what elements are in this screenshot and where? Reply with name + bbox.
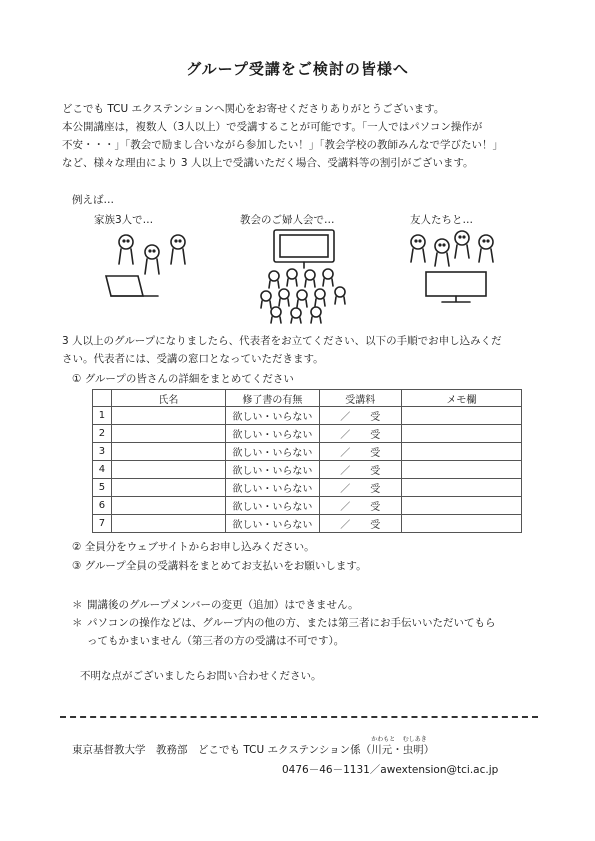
fee-unit: 受 xyxy=(370,430,381,441)
fee-slash: ／ xyxy=(340,502,351,513)
example-church-label: 教会のご婦人会で… xyxy=(240,214,335,226)
memo-cell[interactable] xyxy=(401,515,521,533)
fee-cell[interactable] xyxy=(319,497,401,515)
table-row xyxy=(93,443,522,461)
certificate-choice[interactable]: 欲しい・いらない xyxy=(226,443,320,461)
row-number: 1 xyxy=(93,407,112,425)
memo-cell[interactable] xyxy=(401,443,521,461)
person-icon xyxy=(119,235,133,264)
fee-unit: 受 xyxy=(370,520,381,531)
procedure-line: 3 人以上のグループになりましたら、代表者をお立てください、以下の手順でお申し込みくだ xyxy=(62,335,502,347)
cut-line-divider xyxy=(60,716,538,718)
example-family-label: 家族3人で… xyxy=(94,214,154,226)
intro-line: 不安・・・」「教会で励まし合いながら参加したい！」「教会学校の教師みんなで学びたい！」 xyxy=(62,139,503,151)
memo-cell[interactable] xyxy=(401,461,521,479)
person-icon xyxy=(171,235,185,264)
table-row xyxy=(93,425,522,443)
procedure-line: さい。代表者には、受講の窓口となっていただきます。 xyxy=(62,353,324,365)
family-illustration xyxy=(98,228,198,308)
person-icon xyxy=(479,235,493,262)
fee-cell[interactable] xyxy=(319,425,401,443)
church-group-illustration xyxy=(252,228,362,324)
certificate-choice[interactable]: 欲しい・いらない xyxy=(226,461,320,479)
header-fee: 受講料 xyxy=(319,390,401,407)
header-no xyxy=(93,390,112,407)
row-number: 6 xyxy=(93,497,112,515)
person-icon xyxy=(455,231,469,258)
note-item xyxy=(72,596,495,614)
fee-cell[interactable] xyxy=(319,461,401,479)
footer-close-paren: ） xyxy=(423,744,435,756)
fee-cell[interactable] xyxy=(319,479,401,497)
name-cell[interactable] xyxy=(111,497,225,515)
staff-name-mushiaki xyxy=(402,736,427,757)
note-item xyxy=(72,614,495,650)
name-kawamoto: 川元 xyxy=(371,744,393,756)
example-friends-label: 友人たちと… xyxy=(410,214,473,226)
fee-cell[interactable] xyxy=(319,443,401,461)
fee-slash: ／ xyxy=(340,484,351,495)
step-1: ① グループの皆さんの詳細をまとめてください xyxy=(72,373,294,385)
table-row xyxy=(93,461,522,479)
member-table xyxy=(92,389,522,533)
note-mark: ＊ xyxy=(72,599,83,611)
name-cell[interactable] xyxy=(111,425,225,443)
note-mark: ＊ xyxy=(72,617,83,629)
example-lead: 例えば… xyxy=(72,194,114,206)
footer-org-text: 東京基督教大学 教務部 どこでも TCU エクステンション係（ xyxy=(72,744,372,756)
memo-cell[interactable] xyxy=(401,497,521,515)
header-memo: メモ欄 xyxy=(401,390,521,407)
row-number: 4 xyxy=(93,461,112,479)
certificate-choice[interactable]: 欲しい・いらない xyxy=(226,479,320,497)
name-cell[interactable] xyxy=(111,479,225,497)
laptop-icon xyxy=(106,276,158,296)
note-line: ってもかまいません（第三者の方の受講は不可です）。 xyxy=(87,635,345,647)
row-number: 2 xyxy=(93,425,112,443)
memo-cell[interactable] xyxy=(401,425,521,443)
screen-icon xyxy=(274,230,334,268)
ruby-mushiaki: むしあき xyxy=(402,736,427,743)
fee-slash: ／ xyxy=(340,520,351,531)
name-separator: ・ xyxy=(392,744,403,756)
step-3: ③ グループ全員の受講料をまとめてお支払いをお願いします。 xyxy=(72,560,367,572)
row-number: 5 xyxy=(93,479,112,497)
row-number: 3 xyxy=(93,443,112,461)
header-name: 氏名 xyxy=(111,390,225,407)
fee-unit: 受 xyxy=(370,502,381,513)
fee-cell[interactable] xyxy=(319,515,401,533)
table-row xyxy=(93,479,522,497)
fee-unit: 受 xyxy=(370,448,381,459)
certificate-choice[interactable]: 欲しい・いらない xyxy=(226,497,320,515)
intro-line: どこでも TCU エクステンションへ関心をお寄せくださりありがとうございます。 xyxy=(62,103,445,115)
person-icon xyxy=(145,245,159,274)
row-number: 7 xyxy=(93,515,112,533)
memo-cell[interactable] xyxy=(401,479,521,497)
friends-illustration xyxy=(404,226,514,308)
table-row xyxy=(93,515,522,533)
fee-unit: 受 xyxy=(370,466,381,477)
note-line: 開講後のグループメンバーの変更（追加）はできません。 xyxy=(87,599,359,611)
intro-line: など、様々な理由により 3 人以上で受講いただく場合、受講料等の割引がございます。 xyxy=(62,157,474,169)
fee-slash: ／ xyxy=(340,430,351,441)
steps-list xyxy=(72,538,367,576)
name-cell[interactable] xyxy=(111,515,225,533)
certificate-choice[interactable]: 欲しい・いらない xyxy=(226,515,320,533)
fee-unit: 受 xyxy=(370,484,381,495)
person-icon xyxy=(435,239,449,266)
name-cell[interactable] xyxy=(111,461,225,479)
footer-organization xyxy=(72,736,435,757)
staff-name-kawamoto xyxy=(371,736,396,757)
name-mushiaki: 虫明 xyxy=(402,744,424,756)
intro-line: 本公開講座は，複数人（3人以上）で受講することが可能です。「一人ではパソコン操作が xyxy=(62,121,483,133)
memo-cell[interactable] xyxy=(401,407,521,425)
laptop-icon xyxy=(426,272,486,302)
table-row xyxy=(93,497,522,515)
ruby-kawamoto: かわもと xyxy=(371,736,396,743)
certificate-choice[interactable]: 欲しい・いらない xyxy=(226,425,320,443)
table-header-row xyxy=(93,390,522,407)
note-line: パソコンの操作などは、グループ内の他の方、または第三者にお手伝いいただいてもら xyxy=(87,617,496,629)
name-cell[interactable] xyxy=(111,407,225,425)
notes-list xyxy=(72,596,495,650)
intro-paragraph xyxy=(62,100,542,172)
fee-cell[interactable] xyxy=(319,407,401,425)
audience-icon xyxy=(261,269,345,323)
fee-slash: ／ xyxy=(340,412,351,423)
name-cell[interactable] xyxy=(111,443,225,461)
fee-unit: 受 xyxy=(370,412,381,423)
step-2: ② 全員分をウェブサイトからお申し込みください。 xyxy=(72,541,315,553)
contact-question: 不明な点がございましたらお問い合わせください。 xyxy=(80,670,322,682)
person-icon xyxy=(411,235,425,262)
footer-contact[interactable]: 0476－46－1131／awextension@tci.ac.jp xyxy=(282,764,499,776)
header-certificate: 修了書の有無 xyxy=(226,390,320,407)
page-title: グループ受講をご検討の皆様へ xyxy=(186,60,409,78)
certificate-choice[interactable]: 欲しい・いらない xyxy=(226,407,320,425)
fee-slash: ／ xyxy=(340,448,351,459)
fee-slash: ／ xyxy=(340,466,351,477)
procedure-paragraph xyxy=(62,332,542,368)
table-row xyxy=(93,407,522,425)
